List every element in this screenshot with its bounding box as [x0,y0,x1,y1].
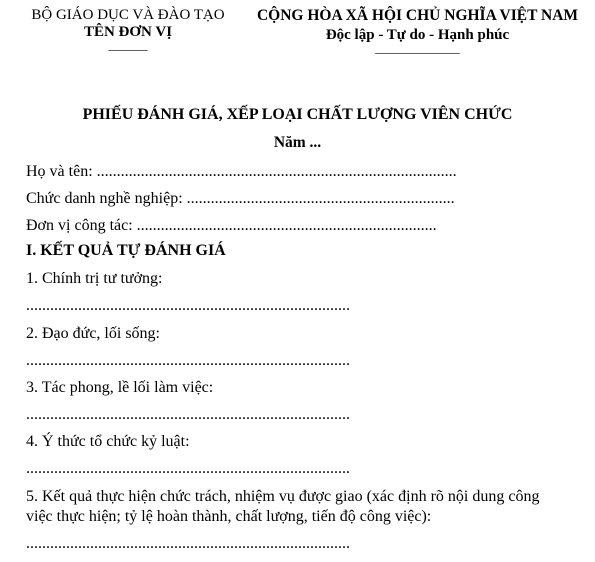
item-answer-3: ................................................................................. [26,406,350,423]
name-field: Họ và tên: .......................................................................................... [26,163,457,180]
workplace-field: Đơn vị công tác: ........................................................................... [26,217,437,234]
item-label-5: 5. Kết quả thực hiện chức trách, nhiệm vụ được giao (xác định rõ nội dung công [26,488,540,505]
item-answer-2: ................................................................................. [26,352,350,369]
nation-title: CỘNG HÒA XÃ HỘI CHỦ NGHĨA VIỆT NAM [256,7,579,24]
document-title: PHIẾU ĐÁNH GIÁ, XẾP LOẠI CHẤT LƯỢNG VIÊN CHỨC [82,106,513,123]
item-answer-5: ................................................................................. [26,535,350,552]
document-year: Năm ... [273,134,322,151]
unit-underline: ______ [108,37,148,52]
nation-motto: Độc lập - Tự do - Hạnh phúc [325,27,510,43]
ministry-name: BỘ GIÁO DỤC VÀ ĐÀO TẠO [31,7,225,23]
item-label-3: 3. Tác phong, lề lối làm việc: [26,379,214,396]
item-answer-4: ................................................................................. [26,460,350,477]
item-label-4: 4. Ý thức tổ chức kỷ luật: [26,433,190,450]
motto-underline: _____________ [375,40,460,55]
unit-name: TÊN ĐƠN VỊ [83,24,173,40]
item-answer-1: ................................................................................. [26,297,350,314]
section-heading: I. KẾT QUẢ TỰ ĐÁNH GIÁ [26,242,226,259]
item-label-5-continued: việc thực hiện; tỷ lệ hoàn thành, chất lượng, tiến độ công việc): [26,508,432,525]
item-label-1: 1. Chính trị tư tưởng: [26,270,163,287]
job-title-field: Chức danh nghề nghiệp: ................................................................... [26,190,455,207]
item-label-2: 2. Đạo đức, lối sống: [26,325,160,342]
